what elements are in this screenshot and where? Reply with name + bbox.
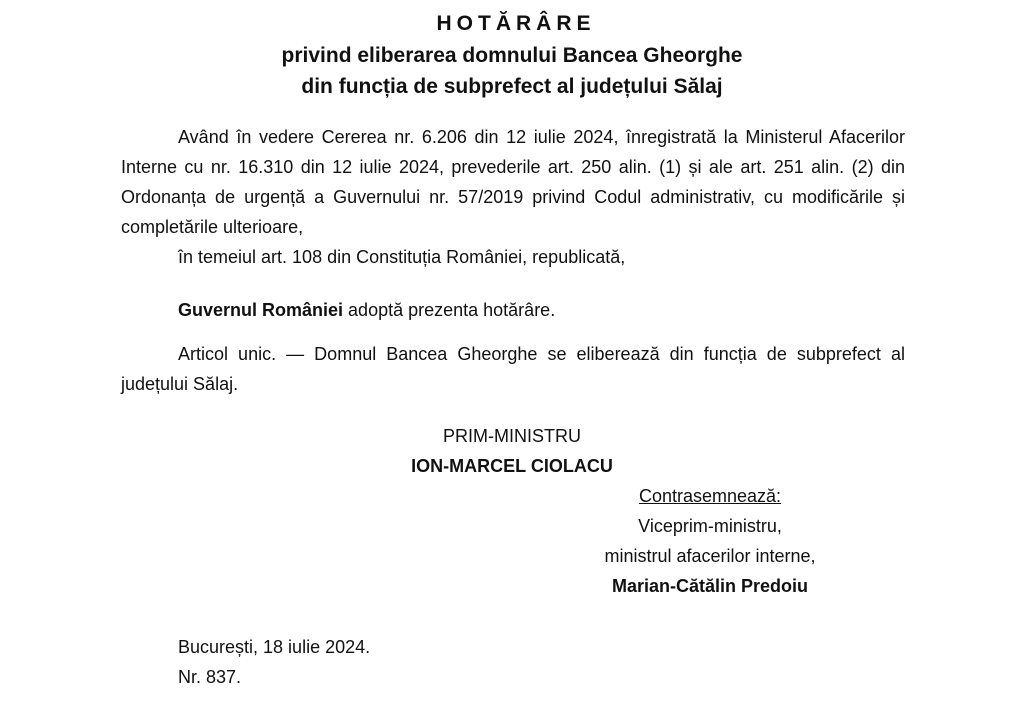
document-subtitle-line-1: privind eliberarea domnului Bancea Gheorghe <box>281 44 743 67</box>
preamble-paragraph: Având în vedere Cererea nr. 6.206 din 12 iulie 2024, înregistrată la Ministerul Afacerilor Interne cu nr. 16.310 din 12 iulie 2024, prevederile art. 250 alin. (1) și ale art. 251 alin. (2) din Ordonanța de urgență a Guvernului nr. 57/2019 privind Codul administrativ, cu modificările și completările ulterioare, <box>121 127 905 237</box>
pm-title: PRIM-MINISTRU <box>443 426 581 446</box>
adoption-text: adoptă prezenta hotărâre. <box>343 300 556 320</box>
countersign-label: Contrasemnează: <box>638 486 782 506</box>
article-unic-paragraph: Articol unic. — Domnul Bancea Gheorghe se eliberează din funcția de subprefect al județului Sălaj. <box>121 344 905 394</box>
countersign-role-1: Viceprim-ministru, <box>638 516 782 536</box>
countersign-block <box>510 481 910 601</box>
government-name: Guvernul României <box>178 300 344 320</box>
pm-name: ION-MARCEL CIOLACU <box>411 456 613 476</box>
document-subtitle-line-2: din funcția de subprefect al județului Sălaj <box>301 75 723 98</box>
document-title: HOTĂRÂRE <box>436 12 596 35</box>
adoption-block <box>121 295 905 325</box>
preamble-block <box>121 122 905 272</box>
countersign-name: Marian-Cătălin Predoiu <box>611 576 809 596</box>
decision-number: Nr. 837. <box>178 667 242 687</box>
article-block <box>121 339 905 399</box>
footer-block <box>178 632 370 692</box>
countersign-role-2: ministrul afacerilor interne, <box>604 546 816 566</box>
legal-basis-line: în temeiul art. 108 din Constituția României, republicată, <box>178 247 626 267</box>
adoption-line <box>121 295 905 325</box>
place-date: București, 18 iulie 2024. <box>178 637 371 657</box>
